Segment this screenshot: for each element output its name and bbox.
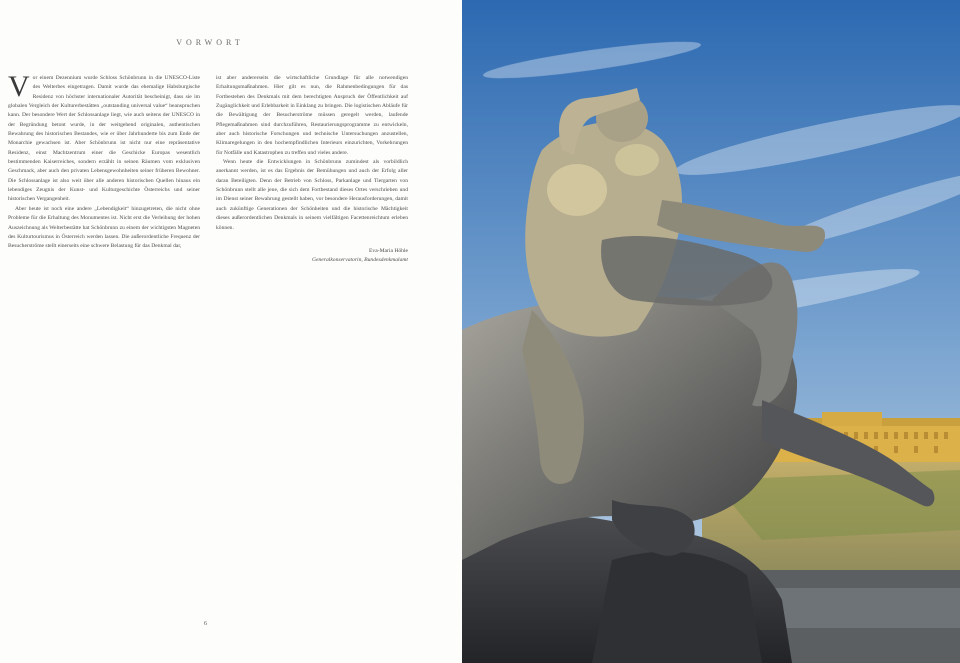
paragraph xyxy=(8,70,200,205)
page-number: 6 xyxy=(204,621,207,627)
text-page xyxy=(0,0,462,663)
page-heading: VORWORT xyxy=(176,38,244,47)
text-column-right xyxy=(216,74,408,265)
paragraph: Aber heute ist noch eine andere „Lebendigkeit“ hinzugetreten, die nicht ohne Probleme für die Erhaltung des Monumentes ist. Nicht erst die Verleihung der hohen Auszeichnung als Welterbestätte hat Schönbrunn zu einem der wichtigsten Magneten des Kulturtourismus in Österreich werden lassen. Die außerordentliche Frequenz der Besucherströme stellt einerseits eine schwere Belastung für das Denkmal dar, xyxy=(8,205,200,250)
text-column-left xyxy=(8,70,200,252)
signature-block xyxy=(216,247,408,265)
paragraph-text: or einem Dezennium wurde Schloss Schönbrunn in die UNESCO-Liste des Welterbes eingetragen. Damit wurde das ehemalige Habsburgische Residenz von höchster internationaler Autorität bescheinigt, dass sie im globalen Vergleich der Kulturerbestätten „outstanding universal value“ beanspruchen kann. Der besondere Wert der Schlossanlage liegt, wie auch seitens der UNESCO in der Begründung betont wurde, in der weitgehend originalen, authentischen Bewahrung des historischen Bestandes, wie er über Jahrhunderte bis zum Ende der Monarchie gewachsen ist. Aber Schönbrunn ist nicht nur eine repräsentative Residenz, einst Machtzentrum einer die Geschicke Europas wesentlich bestimmenden Kaiserreiches, sondern erzählt in seinen Räumen vom exklusiven Geschmack, aber auch den privaten Lebensgewohnheiten seiner früheren Bewohner. Die Schlossanlage ist also weit über alle anderen historischen Quellen hinaus ein lebendiges Zeugnis der Kunst- und Kulturgeschichte Österreichs und seiner historischen Vergangenheit. xyxy=(8,75,200,203)
drop-cap: V xyxy=(8,70,30,103)
paragraph: Wenn heute die Entwicklungen in Schönbrunn zumindest als vorbildlich anerkannt werden, ist es das Ergebnis der Bemühungen und auch der Erfolg aller daran Beteiligten. Denn der Betrieb von Schloss, Parkanlage und Tiergarten von Schönbrunn stellt alle jene, die sich dem Fortbestand dieses Ortes verschrieben und im Dienst seiner Bewahrung gestellt haben, vor besondere Herausforderungen, damit auch zukünftige Generationen der Schönheiten und die historische Mächtigkeit dieses außerordentlichen Denkmals in seinem vielfältigen Facettenreichtum erleben können. xyxy=(216,159,408,231)
signature-role: Generalkonservatorin, Bundesdenkmalamt xyxy=(311,256,408,263)
photo-page xyxy=(462,0,960,663)
paragraph: ist aber andererseits die wirtschaftliche Grundlage für alle notwendigen Erhaltungsmaßnahmen. Hier gilt es nun, die Rahmenbedingungen für das Fortbestehen des Denkmals mit dem berechtigten Anspruch der Öffentlichkeit auf Zugänglichkeit und Erlebbarkeit in Einklang zu bringen. Die logistischen Abläufe für die Bewältigung der Besucherströme müssen geregelt werden, laufende Pflegemaßnahmen sind durchzuführen, Restaurierungsprogramme zu entwickeln, aber auch historische Forschungen und technische Untersuchungen anzustellen, Klimaregelungen in den hochempfindlichen Interieurs einzurichten, Vorkehrungen für Notfälle und Katastrophen zu treffen und vieles andere. xyxy=(216,75,408,156)
signature-name: Eva-Maria Höhle xyxy=(369,247,408,254)
statue-photo xyxy=(462,0,960,663)
